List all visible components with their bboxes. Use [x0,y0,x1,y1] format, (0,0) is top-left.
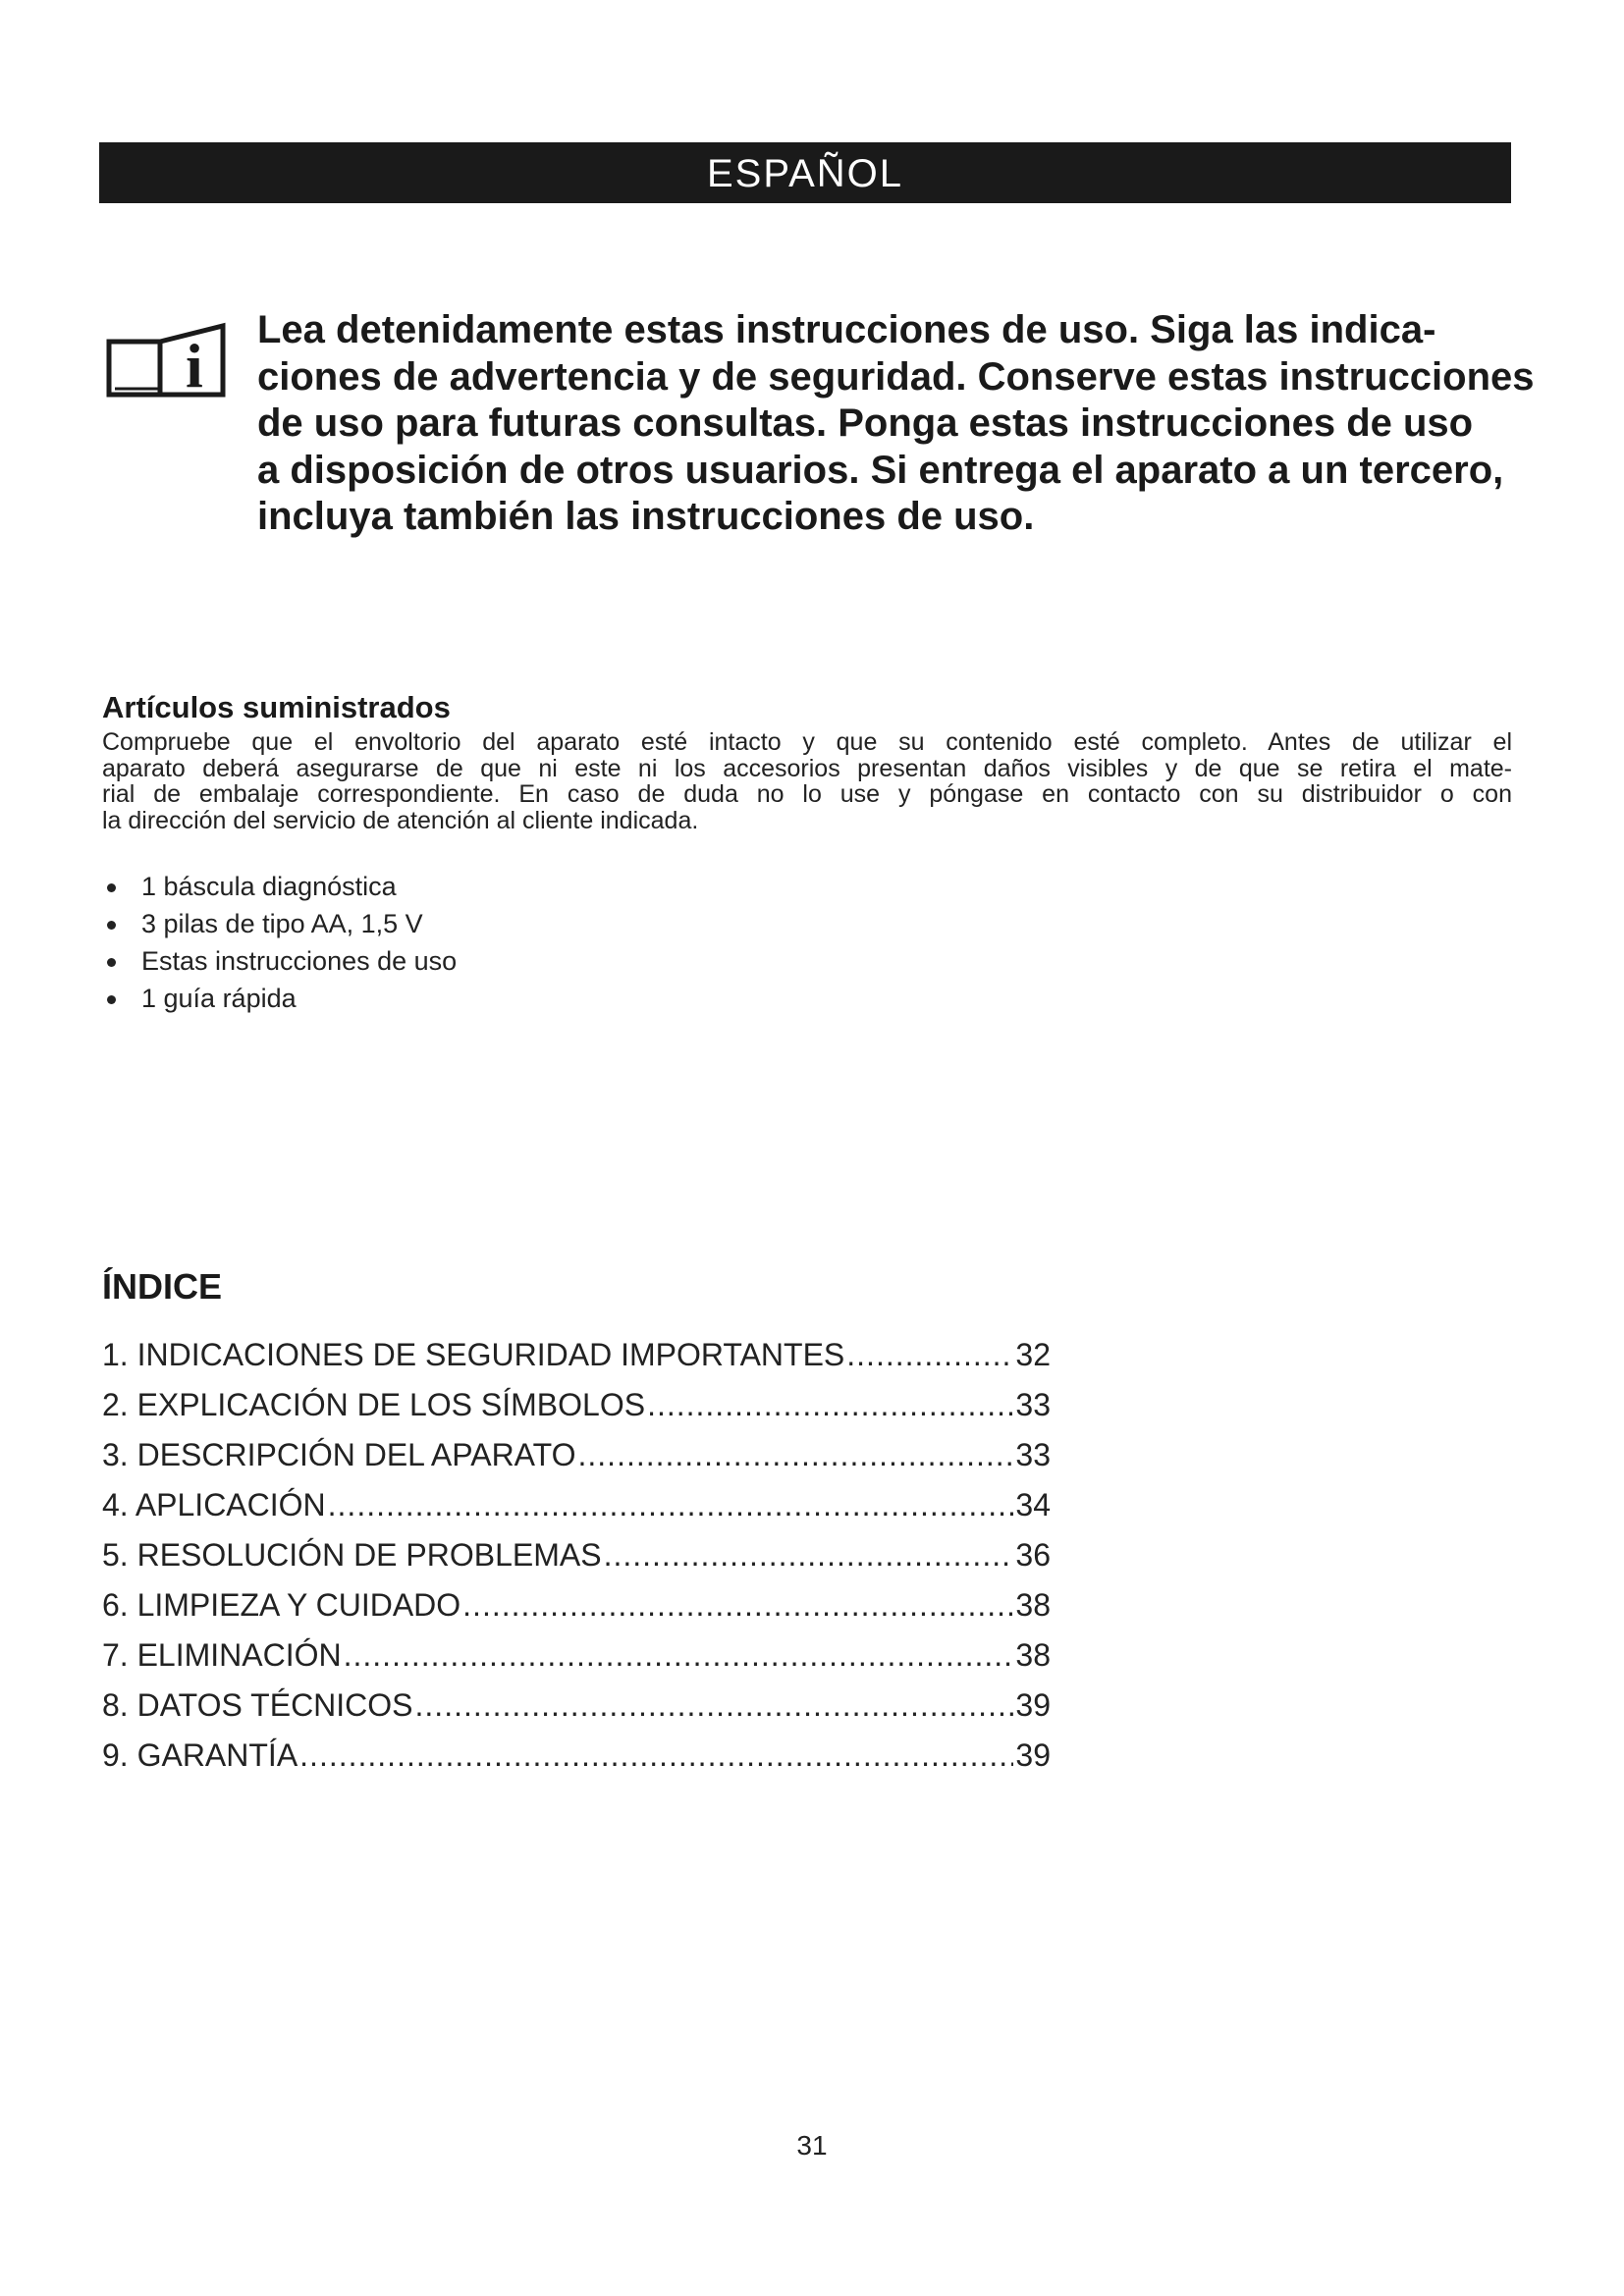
list-item: 1 báscula diagnóstica [102,868,457,905]
toc-entry[interactable] [102,1530,1051,1580]
toc-leader [299,1731,1013,1781]
supplied-items-list [102,868,457,1017]
toc-entry-label: 5. RESOLUCIÓN DE PROBLEMAS [102,1537,602,1573]
language-header: ESPAÑOL [99,142,1511,203]
paragraph-line: Compruebe que el envoltorio del aparato esté intacto y que su contenido esté completo. Antes de utilizar el [102,728,1512,756]
toc-entry[interactable] [102,1430,1051,1480]
list-item: 3 pilas de tipo AA, 1,5 V [102,905,457,942]
page-number: 31 [796,2130,828,2161]
toc-entry-page: 36 [1015,1537,1051,1573]
supplied-items-heading: Artículos suministrados [102,690,451,724]
toc-entry[interactable] [102,1681,1051,1731]
toc-entry[interactable] [102,1630,1051,1681]
info-book-icon [105,320,228,402]
toc-leader [344,1630,1014,1681]
toc-entry-page: 38 [1015,1587,1051,1623]
list-item: 1 guía rápida [102,980,457,1017]
toc-entry-page: 33 [1015,1437,1051,1472]
toc-entry-label: 8. DATOS TÉCNICOS [102,1687,413,1723]
toc-entry-label: 6. LIMPIEZA Y CUIDADO [102,1587,461,1623]
toc-entry-page: 38 [1015,1637,1051,1673]
toc-entry-label: 7. ELIMINACIÓN [102,1637,342,1673]
toc-leader [647,1380,1013,1430]
toc-entry[interactable] [102,1731,1051,1781]
toc-entry-page: 39 [1015,1737,1051,1773]
toc-entry-label: 2. EXPLICACIÓN DE LOS SÍMBOLOS [102,1387,646,1422]
toc-entry-label: 4. APLICACIÓN [102,1487,326,1522]
toc-entry-label: 9. GARANTÍA [102,1737,298,1773]
intro-line: incluya también las instrucciones de uso. [257,495,1035,538]
toc-leader [578,1430,1014,1480]
intro-line: de uso para futuras consultas. Ponga estas instrucciones de uso [257,401,1474,445]
toc-entry-page: 39 [1015,1687,1051,1723]
toc-leader [604,1530,1014,1580]
paragraph-line: aparato deberá asegurarse de que ni este ni los accesorios presentan daños visibles y de que se retira el mate- [102,754,1512,782]
toc-entry-label: 3. DESCRIPCIÓN DEL APARATO [102,1437,576,1472]
index-heading: ÍNDICE [102,1266,223,1307]
intro-line: Lea detenidamente estas instrucciones de uso. Siga las indica- [257,308,1436,351]
toc-leader [462,1580,1013,1630]
svg-text:i: i [186,331,203,400]
toc-entry[interactable] [102,1580,1051,1630]
toc-entry-page: 32 [1015,1337,1051,1372]
toc-entry-label: 1. INDICACIONES DE SEGURIDAD IMPORTANTES [102,1337,845,1372]
toc-entry[interactable] [102,1480,1051,1530]
intro-line: ciones de advertencia y de seguridad. Conserve estas instrucciones [257,354,1535,399]
toc-entry-page: 34 [1015,1487,1051,1522]
paragraph-line: rial de embalaje correspondiente. En caso de duda no lo use y póngase en contacto con su distribuidor o con [102,780,1512,808]
intro-notice [257,307,1535,541]
table-of-contents [102,1330,1051,1781]
intro-line: a disposición de otros usuarios. Si entrega el aparato a un tercero, [257,448,1504,492]
toc-entry[interactable] [102,1380,1051,1430]
supplied-items-paragraph [102,729,1512,833]
paragraph-line: la dirección del servicio de atención al cliente indicada. [102,806,699,834]
toc-entry[interactable] [102,1330,1051,1380]
toc-leader [328,1480,1014,1530]
toc-entry-page: 33 [1015,1387,1051,1422]
toc-leader [415,1681,1014,1731]
list-item: Estas instrucciones de uso [102,942,457,980]
toc-leader [846,1330,1013,1380]
